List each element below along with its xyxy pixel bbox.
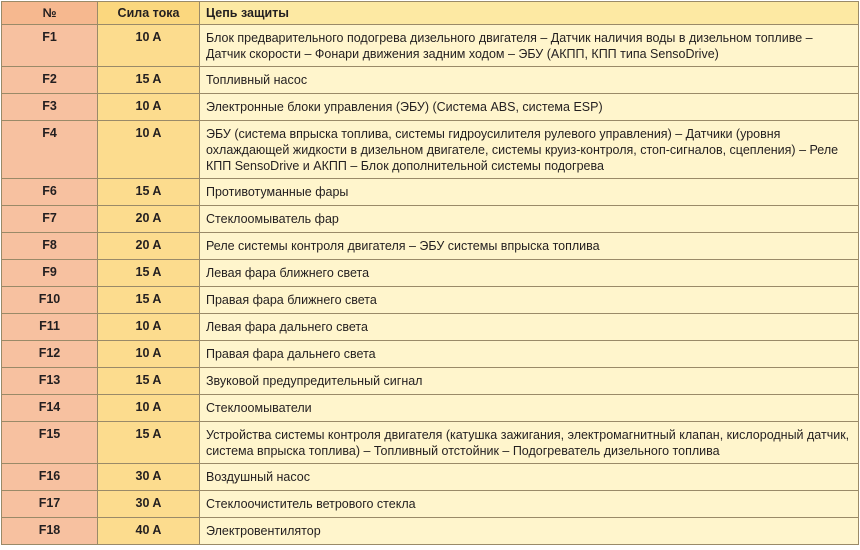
fuse-number-cell: F9	[2, 260, 98, 287]
fuse-current-cell: 15 A	[98, 67, 200, 94]
fuse-table	[1, 1, 859, 545]
fuse-current-cell: 30 A	[98, 491, 200, 518]
fuse-current-cell: 15 A	[98, 260, 200, 287]
fuse-number-cell: F18	[2, 518, 98, 545]
fuse-current-cell: 40 A	[98, 518, 200, 545]
fuse-circuit-cell: Правая фара дальнего света	[200, 341, 859, 368]
fuse-circuit-cell: Правая фара ближнего света	[200, 287, 859, 314]
column-header-circuit: Цепь защиты	[200, 2, 859, 25]
table-row	[2, 67, 859, 94]
fuse-number-cell: F2	[2, 67, 98, 94]
fuse-circuit-cell: ЭБУ (система впрыска топлива, системы гидроусилителя рулевого управления) – Датчики (уровня охлаждающей жидкости в дизельном двигателе, системы круиз-контроля, стоп-сигналов, сцепления) – Реле КПП SensoDrive и АКПП – Блок дополнительной системы подогрева	[200, 121, 859, 179]
fuse-circuit-cell: Левая фара ближнего света	[200, 260, 859, 287]
fuse-number-cell: F10	[2, 287, 98, 314]
table-row	[2, 233, 859, 260]
fuse-number-cell: F8	[2, 233, 98, 260]
table-row	[2, 179, 859, 206]
table-row	[2, 287, 859, 314]
fuse-number-cell: F16	[2, 464, 98, 491]
fuse-circuit-cell: Реле системы контроля двигателя – ЭБУ системы впрыска топлива	[200, 233, 859, 260]
fuse-number-cell: F14	[2, 395, 98, 422]
table-row	[2, 368, 859, 395]
fuse-current-cell: 10 A	[98, 25, 200, 67]
fuse-current-cell: 30 A	[98, 464, 200, 491]
table-header-row	[2, 2, 859, 25]
fuse-current-cell: 10 A	[98, 395, 200, 422]
table-row	[2, 341, 859, 368]
fuse-current-cell: 15 A	[98, 368, 200, 395]
fuse-current-cell: 15 A	[98, 287, 200, 314]
fuse-number-cell: F1	[2, 25, 98, 67]
table-row	[2, 94, 859, 121]
table-row	[2, 260, 859, 287]
fuse-current-cell: 10 A	[98, 94, 200, 121]
fuse-circuit-cell: Электровентилятор	[200, 518, 859, 545]
fuse-number-cell: F12	[2, 341, 98, 368]
fuse-current-cell: 15 A	[98, 422, 200, 464]
fuse-current-cell: 20 A	[98, 233, 200, 260]
fuse-current-cell: 10 A	[98, 314, 200, 341]
fuse-current-cell: 10 A	[98, 121, 200, 179]
table-row	[2, 491, 859, 518]
fuse-circuit-cell: Воздушный насос	[200, 464, 859, 491]
fuse-current-cell: 20 A	[98, 206, 200, 233]
fuse-number-cell: F3	[2, 94, 98, 121]
fuse-circuit-cell: Противотуманные фары	[200, 179, 859, 206]
table-row	[2, 206, 859, 233]
fuse-number-cell: F17	[2, 491, 98, 518]
fuse-circuit-cell: Стеклоомыватели	[200, 395, 859, 422]
table-row	[2, 422, 859, 464]
fuse-current-cell: 15 A	[98, 179, 200, 206]
fuse-number-cell: F15	[2, 422, 98, 464]
table-row	[2, 464, 859, 491]
fuse-circuit-cell: Электронные блоки управления (ЭБУ) (Система ABS, система ESP)	[200, 94, 859, 121]
fuse-number-cell: F7	[2, 206, 98, 233]
fuse-circuit-cell: Блок предварительного подогрева дизельного двигателя – Датчик наличия воды в дизельном топливе – Датчик скорости – Фонари движения задним ходом – ЭБУ (АКПП, КПП типа SensoDrive)	[200, 25, 859, 67]
fuse-number-cell: F6	[2, 179, 98, 206]
table-row	[2, 518, 859, 545]
column-header-number: №	[2, 2, 98, 25]
fuse-number-cell: F13	[2, 368, 98, 395]
fuse-number-cell: F11	[2, 314, 98, 341]
table-row	[2, 395, 859, 422]
fuse-circuit-cell: Стеклоочиститель ветрового стекла	[200, 491, 859, 518]
table-row	[2, 25, 859, 67]
fuse-current-cell: 10 A	[98, 341, 200, 368]
fuse-circuit-cell: Устройства системы контроля двигателя (катушка зажигания, электромагнитный клапан, кислородный датчик, система впрыска топлива) – Топливный отстойник – Подогреватель дизельного топлива	[200, 422, 859, 464]
fuse-number-cell: F4	[2, 121, 98, 179]
fuse-circuit-cell: Звуковой предупредительный сигнал	[200, 368, 859, 395]
table-row	[2, 121, 859, 179]
fuse-circuit-cell: Левая фара дальнего света	[200, 314, 859, 341]
table-body	[2, 25, 859, 545]
fuse-circuit-cell: Стеклоомыватель фар	[200, 206, 859, 233]
table-row	[2, 314, 859, 341]
fuse-circuit-cell: Топливный насос	[200, 67, 859, 94]
column-header-current: Сила тока	[98, 2, 200, 25]
